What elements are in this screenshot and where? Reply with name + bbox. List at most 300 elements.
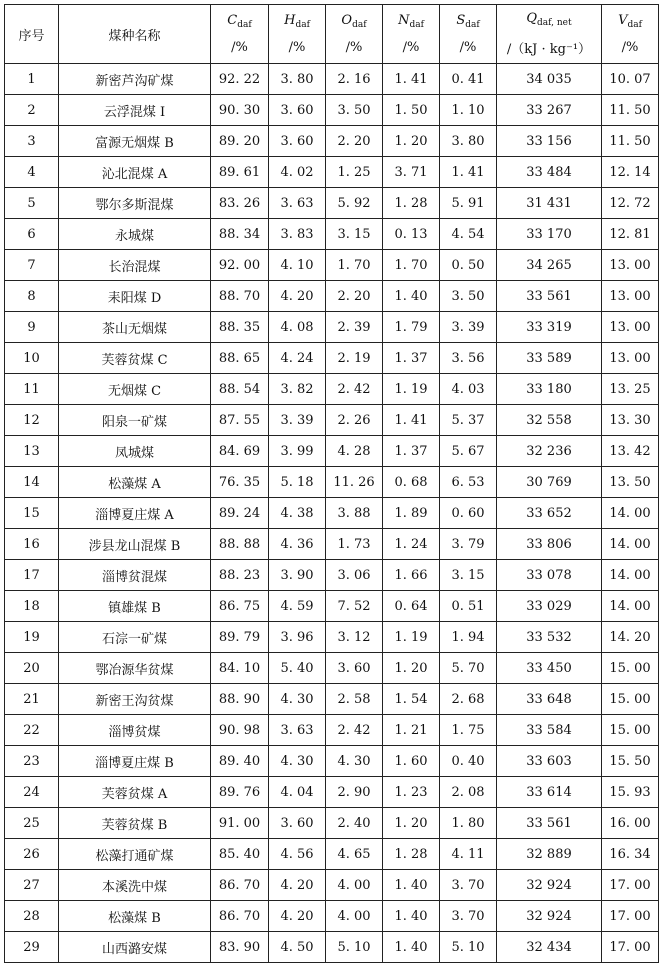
cell-n: 1. 70 <box>383 250 440 281</box>
cell-o: 1. 70 <box>326 250 383 281</box>
cell-o: 2. 20 <box>326 281 383 312</box>
cell-h: 3. 60 <box>269 95 326 126</box>
cell-h: 4. 08 <box>269 312 326 343</box>
cell-o: 2. 42 <box>326 715 383 746</box>
cell-name: 茶山无烟煤 <box>59 312 211 343</box>
header-s: $S_{daf}$ /% <box>440 5 497 64</box>
cell-n: 1. 40 <box>383 281 440 312</box>
cell-c: 89. 20 <box>211 126 269 157</box>
cell-s: 0. 41 <box>440 64 497 95</box>
cell-n: 1. 40 <box>383 901 440 932</box>
cell-h: 4. 38 <box>269 498 326 529</box>
cell-name: 淄博夏庄煤 B <box>59 746 211 777</box>
cell-h: 3. 39 <box>269 405 326 436</box>
table-row <box>5 467 659 498</box>
cell-name: 长治混煤 <box>59 250 211 281</box>
cell-v: 15. 00 <box>602 653 659 684</box>
cell-name: 无烟煤 C <box>59 374 211 405</box>
table-row <box>5 312 659 343</box>
cell-v: 14. 00 <box>602 529 659 560</box>
cell-h: 4. 24 <box>269 343 326 374</box>
table-row <box>5 343 659 374</box>
cell-q: 31 431 <box>497 188 602 219</box>
cell-v: 10. 07 <box>602 64 659 95</box>
cell-o: 2. 42 <box>326 374 383 405</box>
cell-c: 88. 35 <box>211 312 269 343</box>
cell-n: 1. 66 <box>383 560 440 591</box>
cell-n: 1. 20 <box>383 126 440 157</box>
cell-n: 3. 71 <box>383 157 440 188</box>
table-row <box>5 839 659 870</box>
cell-c: 89. 79 <box>211 622 269 653</box>
cell-v: 13. 42 <box>602 436 659 467</box>
cell-name: 松藻打通矿煤 <box>59 839 211 870</box>
cell-h: 3. 99 <box>269 436 326 467</box>
cell-name: 芙蓉贫煤 A <box>59 777 211 808</box>
cell-c: 88. 70 <box>211 281 269 312</box>
table-row <box>5 901 659 932</box>
cell-q: 30 769 <box>497 467 602 498</box>
cell-h: 3. 63 <box>269 188 326 219</box>
cell-s: 1. 80 <box>440 808 497 839</box>
cell-q: 32 924 <box>497 901 602 932</box>
cell-q: 33 603 <box>497 746 602 777</box>
cell-h: 4. 02 <box>269 157 326 188</box>
cell-v: 15. 00 <box>602 684 659 715</box>
cell-q: 33 267 <box>497 95 602 126</box>
cell-h: 4. 20 <box>269 901 326 932</box>
cell-c: 89. 40 <box>211 746 269 777</box>
cell-v: 15. 50 <box>602 746 659 777</box>
cell-n: 1. 20 <box>383 653 440 684</box>
cell-n: 1. 41 <box>383 64 440 95</box>
table-row <box>5 684 659 715</box>
cell-o: 2. 39 <box>326 312 383 343</box>
cell-n: 0. 68 <box>383 467 440 498</box>
header-name: 煤种名称 <box>59 5 211 64</box>
cell-index: 11 <box>5 374 59 405</box>
cell-v: 13. 00 <box>602 312 659 343</box>
cell-s: 3. 39 <box>440 312 497 343</box>
cell-o: 3. 60 <box>326 653 383 684</box>
cell-index: 15 <box>5 498 59 529</box>
cell-s: 1. 10 <box>440 95 497 126</box>
cell-index: 16 <box>5 529 59 560</box>
cell-q: 33 532 <box>497 622 602 653</box>
cell-s: 4. 11 <box>440 839 497 870</box>
cell-index: 26 <box>5 839 59 870</box>
table-row <box>5 808 659 839</box>
cell-q: 32 558 <box>497 405 602 436</box>
cell-n: 1. 24 <box>383 529 440 560</box>
table-row <box>5 436 659 467</box>
cell-s: 2. 08 <box>440 777 497 808</box>
cell-index: 12 <box>5 405 59 436</box>
cell-name: 沁北混煤 A <box>59 157 211 188</box>
cell-n: 1. 40 <box>383 870 440 901</box>
cell-o: 3. 88 <box>326 498 383 529</box>
cell-name: 新密王沟贫煤 <box>59 684 211 715</box>
cell-q: 33 078 <box>497 560 602 591</box>
cell-v: 16. 00 <box>602 808 659 839</box>
header-v: $V_{daf}$ /% <box>602 5 659 64</box>
cell-q: 33 561 <box>497 808 602 839</box>
cell-s: 0. 40 <box>440 746 497 777</box>
cell-name: 本溪洗中煤 <box>59 870 211 901</box>
cell-index: 2 <box>5 95 59 126</box>
cell-c: 90. 30 <box>211 95 269 126</box>
cell-c: 92. 22 <box>211 64 269 95</box>
table-row <box>5 560 659 591</box>
table-row <box>5 498 659 529</box>
cell-h: 3. 83 <box>269 219 326 250</box>
cell-name: 阳泉一矿煤 <box>59 405 211 436</box>
cell-c: 88. 23 <box>211 560 269 591</box>
cell-name: 芙蓉贫煤 C <box>59 343 211 374</box>
cell-v: 13. 50 <box>602 467 659 498</box>
cell-q: 33 319 <box>497 312 602 343</box>
cell-q: 32 924 <box>497 870 602 901</box>
cell-o: 2. 90 <box>326 777 383 808</box>
cell-q: 34 035 <box>497 64 602 95</box>
cell-v: 17. 00 <box>602 870 659 901</box>
cell-n: 1. 54 <box>383 684 440 715</box>
cell-s: 5. 91 <box>440 188 497 219</box>
cell-n: 1. 41 <box>383 405 440 436</box>
cell-c: 88. 88 <box>211 529 269 560</box>
cell-name: 松藻煤 B <box>59 901 211 932</box>
cell-o: 4. 30 <box>326 746 383 777</box>
cell-q: 33 584 <box>497 715 602 746</box>
cell-index: 6 <box>5 219 59 250</box>
cell-name: 镇雄煤 B <box>59 591 211 622</box>
cell-c: 88. 34 <box>211 219 269 250</box>
cell-c: 89. 61 <box>211 157 269 188</box>
cell-name: 淄博贫煤 <box>59 715 211 746</box>
table-row <box>5 622 659 653</box>
cell-o: 2. 40 <box>326 808 383 839</box>
cell-v: 16. 34 <box>602 839 659 870</box>
cell-o: 4. 65 <box>326 839 383 870</box>
cell-s: 3. 56 <box>440 343 497 374</box>
cell-s: 1. 75 <box>440 715 497 746</box>
cell-q: 32 434 <box>497 932 602 963</box>
cell-c: 86. 75 <box>211 591 269 622</box>
header-n: $N_{daf}$ /% <box>383 5 440 64</box>
table-row <box>5 715 659 746</box>
cell-h: 3. 96 <box>269 622 326 653</box>
cell-v: 14. 00 <box>602 591 659 622</box>
cell-name: 鄂尔多斯混煤 <box>59 188 211 219</box>
cell-h: 4. 30 <box>269 684 326 715</box>
cell-name: 永城煤 <box>59 219 211 250</box>
cell-s: 0. 50 <box>440 250 497 281</box>
cell-h: 4. 50 <box>269 932 326 963</box>
cell-c: 89. 76 <box>211 777 269 808</box>
cell-n: 1. 19 <box>383 622 440 653</box>
cell-h: 3. 82 <box>269 374 326 405</box>
cell-s: 3. 80 <box>440 126 497 157</box>
table-row <box>5 374 659 405</box>
cell-n: 1. 40 <box>383 932 440 963</box>
cell-name: 富源无烟煤 B <box>59 126 211 157</box>
cell-v: 14. 00 <box>602 498 659 529</box>
table-row <box>5 777 659 808</box>
cell-n: 1. 50 <box>383 95 440 126</box>
cell-s: 5. 70 <box>440 653 497 684</box>
cell-h: 4. 10 <box>269 250 326 281</box>
coal-properties-table <box>4 4 659 963</box>
table-row <box>5 653 659 684</box>
cell-o: 1. 73 <box>326 529 383 560</box>
cell-name: 耒阳煤 D <box>59 281 211 312</box>
cell-n: 1. 37 <box>383 436 440 467</box>
cell-n: 1. 23 <box>383 777 440 808</box>
cell-v: 11. 50 <box>602 126 659 157</box>
cell-index: 22 <box>5 715 59 746</box>
cell-c: 76. 35 <box>211 467 269 498</box>
cell-n: 1. 20 <box>383 808 440 839</box>
cell-c: 87. 55 <box>211 405 269 436</box>
cell-o: 2. 58 <box>326 684 383 715</box>
table-row <box>5 219 659 250</box>
cell-v: 13. 00 <box>602 250 659 281</box>
cell-s: 1. 41 <box>440 157 497 188</box>
cell-n: 1. 21 <box>383 715 440 746</box>
cell-n: 0. 64 <box>383 591 440 622</box>
cell-h: 5. 40 <box>269 653 326 684</box>
cell-s: 3. 70 <box>440 870 497 901</box>
cell-c: 84. 69 <box>211 436 269 467</box>
cell-v: 13. 00 <box>602 281 659 312</box>
cell-s: 1. 94 <box>440 622 497 653</box>
cell-name: 淄博贫混煤 <box>59 560 211 591</box>
cell-o: 2. 16 <box>326 64 383 95</box>
cell-h: 5. 18 <box>269 467 326 498</box>
cell-name: 淄博夏庄煤 A <box>59 498 211 529</box>
cell-s: 0. 60 <box>440 498 497 529</box>
cell-index: 13 <box>5 436 59 467</box>
table-row <box>5 157 659 188</box>
cell-n: 1. 37 <box>383 343 440 374</box>
cell-n: 1. 19 <box>383 374 440 405</box>
table-row <box>5 250 659 281</box>
cell-h: 4. 59 <box>269 591 326 622</box>
cell-q: 33 029 <box>497 591 602 622</box>
cell-o: 5. 92 <box>326 188 383 219</box>
cell-o: 1. 25 <box>326 157 383 188</box>
cell-h: 3. 60 <box>269 126 326 157</box>
header-h: $H_{daf}$ /% <box>269 5 326 64</box>
table-row <box>5 529 659 560</box>
table-row <box>5 281 659 312</box>
cell-q: 33 484 <box>497 157 602 188</box>
cell-q: 33 589 <box>497 343 602 374</box>
cell-o: 11. 26 <box>326 467 383 498</box>
cell-s: 0. 51 <box>440 591 497 622</box>
cell-v: 14. 00 <box>602 560 659 591</box>
cell-h: 3. 63 <box>269 715 326 746</box>
cell-index: 28 <box>5 901 59 932</box>
cell-s: 5. 67 <box>440 436 497 467</box>
cell-q: 33 170 <box>497 219 602 250</box>
cell-index: 5 <box>5 188 59 219</box>
cell-name: 松藻煤 A <box>59 467 211 498</box>
cell-o: 4. 00 <box>326 870 383 901</box>
cell-c: 91. 00 <box>211 808 269 839</box>
cell-q: 33 156 <box>497 126 602 157</box>
cell-v: 15. 93 <box>602 777 659 808</box>
cell-q: 32 889 <box>497 839 602 870</box>
table-row <box>5 126 659 157</box>
cell-name: 石淙一矿煤 <box>59 622 211 653</box>
cell-o: 3. 06 <box>326 560 383 591</box>
cell-q: 32 236 <box>497 436 602 467</box>
cell-index: 3 <box>5 126 59 157</box>
cell-index: 4 <box>5 157 59 188</box>
cell-v: 15. 00 <box>602 715 659 746</box>
table-row <box>5 95 659 126</box>
cell-q: 33 614 <box>497 777 602 808</box>
table-row <box>5 188 659 219</box>
cell-q: 33 450 <box>497 653 602 684</box>
cell-name: 芙蓉贫煤 B <box>59 808 211 839</box>
cell-q: 33 180 <box>497 374 602 405</box>
cell-v: 17. 00 <box>602 932 659 963</box>
cell-s: 3. 15 <box>440 560 497 591</box>
cell-o: 4. 28 <box>326 436 383 467</box>
cell-name: 山西潞安煤 <box>59 932 211 963</box>
cell-q: 34 265 <box>497 250 602 281</box>
cell-index: 9 <box>5 312 59 343</box>
cell-index: 19 <box>5 622 59 653</box>
header-row <box>5 5 659 64</box>
cell-v: 13. 00 <box>602 343 659 374</box>
cell-c: 92. 00 <box>211 250 269 281</box>
cell-o: 2. 20 <box>326 126 383 157</box>
cell-index: 23 <box>5 746 59 777</box>
cell-v: 14. 20 <box>602 622 659 653</box>
cell-n: 1. 28 <box>383 839 440 870</box>
header-o: $O_{daf}$ /% <box>326 5 383 64</box>
cell-s: 3. 79 <box>440 529 497 560</box>
cell-q: 33 561 <box>497 281 602 312</box>
cell-n: 1. 89 <box>383 498 440 529</box>
cell-s: 4. 54 <box>440 219 497 250</box>
cell-h: 4. 20 <box>269 870 326 901</box>
cell-n: 1. 79 <box>383 312 440 343</box>
table-row <box>5 870 659 901</box>
cell-index: 8 <box>5 281 59 312</box>
cell-o: 5. 10 <box>326 932 383 963</box>
cell-q: 33 652 <box>497 498 602 529</box>
cell-index: 20 <box>5 653 59 684</box>
cell-index: 21 <box>5 684 59 715</box>
cell-v: 13. 30 <box>602 405 659 436</box>
cell-q: 33 648 <box>497 684 602 715</box>
cell-c: 88. 65 <box>211 343 269 374</box>
cell-c: 86. 70 <box>211 901 269 932</box>
cell-n: 0. 13 <box>383 219 440 250</box>
cell-o: 3. 12 <box>326 622 383 653</box>
header-q: $Q_{daf, net}$ /（kJ · kg⁻¹） <box>497 5 602 64</box>
cell-c: 89. 24 <box>211 498 269 529</box>
cell-s: 5. 10 <box>440 932 497 963</box>
cell-c: 88. 54 <box>211 374 269 405</box>
cell-s: 4. 03 <box>440 374 497 405</box>
cell-h: 3. 80 <box>269 64 326 95</box>
cell-name: 鄂冶源华贫煤 <box>59 653 211 684</box>
cell-n: 1. 60 <box>383 746 440 777</box>
cell-o: 4. 00 <box>326 901 383 932</box>
cell-o: 2. 19 <box>326 343 383 374</box>
header-c: $C_{daf}$ /% <box>211 5 269 64</box>
cell-h: 3. 60 <box>269 808 326 839</box>
cell-s: 3. 70 <box>440 901 497 932</box>
cell-index: 10 <box>5 343 59 374</box>
table-row <box>5 405 659 436</box>
cell-c: 84. 10 <box>211 653 269 684</box>
cell-name: 涉县龙山混煤 B <box>59 529 211 560</box>
cell-v: 17. 00 <box>602 901 659 932</box>
cell-index: 27 <box>5 870 59 901</box>
cell-index: 24 <box>5 777 59 808</box>
cell-c: 85. 40 <box>211 839 269 870</box>
cell-o: 3. 15 <box>326 219 383 250</box>
cell-index: 14 <box>5 467 59 498</box>
table-row <box>5 64 659 95</box>
cell-h: 4. 20 <box>269 281 326 312</box>
cell-v: 12. 81 <box>602 219 659 250</box>
header-index: 序号 <box>5 5 59 64</box>
cell-name: 云浮混煤 I <box>59 95 211 126</box>
cell-q: 33 806 <box>497 529 602 560</box>
cell-h: 4. 36 <box>269 529 326 560</box>
cell-h: 4. 04 <box>269 777 326 808</box>
cell-v: 13. 25 <box>602 374 659 405</box>
table-row <box>5 591 659 622</box>
cell-index: 17 <box>5 560 59 591</box>
cell-index: 18 <box>5 591 59 622</box>
cell-index: 25 <box>5 808 59 839</box>
cell-v: 12. 14 <box>602 157 659 188</box>
cell-o: 7. 52 <box>326 591 383 622</box>
table-row <box>5 746 659 777</box>
cell-index: 1 <box>5 64 59 95</box>
cell-s: 6. 53 <box>440 467 497 498</box>
cell-s: 3. 50 <box>440 281 497 312</box>
cell-c: 83. 90 <box>211 932 269 963</box>
cell-index: 7 <box>5 250 59 281</box>
cell-name: 新密芦沟矿煤 <box>59 64 211 95</box>
cell-c: 86. 70 <box>211 870 269 901</box>
cell-h: 4. 56 <box>269 839 326 870</box>
cell-h: 4. 30 <box>269 746 326 777</box>
cell-s: 5. 37 <box>440 405 497 436</box>
cell-index: 29 <box>5 932 59 963</box>
cell-c: 83. 26 <box>211 188 269 219</box>
table-body <box>5 64 659 963</box>
cell-c: 90. 98 <box>211 715 269 746</box>
cell-c: 88. 90 <box>211 684 269 715</box>
table-row <box>5 932 659 963</box>
cell-n: 1. 28 <box>383 188 440 219</box>
cell-v: 12. 72 <box>602 188 659 219</box>
cell-s: 2. 68 <box>440 684 497 715</box>
cell-o: 3. 50 <box>326 95 383 126</box>
cell-v: 11. 50 <box>602 95 659 126</box>
cell-h: 3. 90 <box>269 560 326 591</box>
